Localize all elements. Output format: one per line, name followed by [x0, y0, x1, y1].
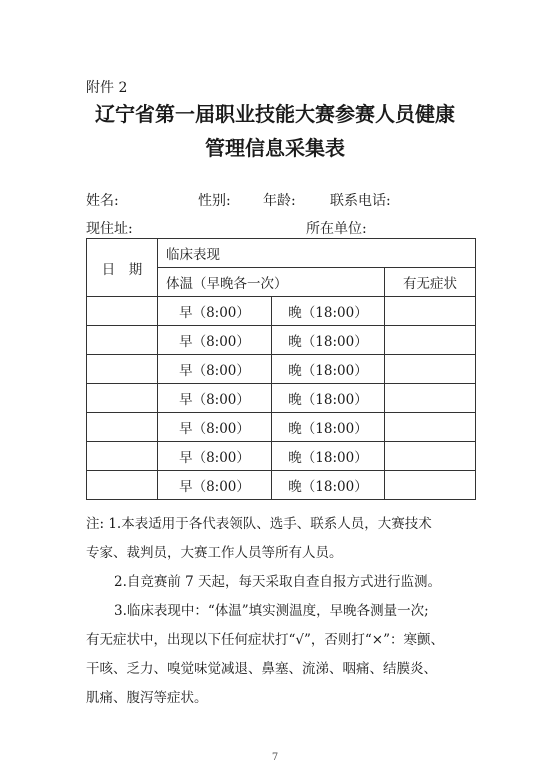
morning-temp-cell[interactable]: 早（8:00）	[158, 326, 272, 355]
table-row	[87, 355, 476, 384]
note-line: 3.临床表现中：“体温”填实测温度，早晚各测量一次;	[114, 603, 429, 619]
evening-temp-cell[interactable]: 晚（18:00）	[272, 442, 385, 471]
evening-temp-cell[interactable]: 晚（18:00）	[272, 355, 385, 384]
note-line: 肌痛、腹泻等症状。	[86, 690, 208, 706]
evening-temp-cell[interactable]: 晚（18:00）	[272, 471, 385, 500]
symptom-cell[interactable]	[385, 384, 476, 413]
table-row	[87, 297, 476, 326]
attachment-label: 附件 2	[86, 80, 128, 96]
symptom-header: 有无症状	[385, 268, 476, 297]
age-field-label: 年龄:	[263, 193, 296, 209]
symptom-cell[interactable]	[385, 297, 476, 326]
morning-temp-cell[interactable]: 早（8:00）	[158, 384, 272, 413]
evening-temp-cell[interactable]: 晚（18:00）	[272, 384, 385, 413]
table-header-row	[87, 239, 476, 268]
note-line: 有无症状中，出现以下任何症状打“√”，否则打“×”：寒颤、	[86, 632, 445, 648]
morning-temp-cell[interactable]: 早（8:00）	[158, 355, 272, 384]
health-record-table	[86, 238, 476, 500]
morning-temp-cell[interactable]: 早（8:00）	[158, 413, 272, 442]
gender-field-label: 性别:	[198, 193, 231, 209]
date-cell[interactable]	[87, 297, 158, 326]
date-header: 日 期	[87, 239, 158, 297]
date-cell[interactable]	[87, 355, 158, 384]
address-field-label: 现住址:	[86, 221, 133, 237]
note-line: 专家、裁判员，大赛工作人员等所有人员。	[86, 545, 343, 561]
symptom-cell[interactable]	[385, 326, 476, 355]
evening-temp-cell[interactable]: 晚（18:00）	[272, 297, 385, 326]
temperature-header: 体温（早晚各一次）	[158, 268, 385, 297]
evening-temp-cell[interactable]: 晚（18:00）	[272, 326, 385, 355]
morning-temp-cell[interactable]: 早（8:00）	[158, 471, 272, 500]
clinical-header: 临床表现	[158, 239, 476, 268]
symptom-cell[interactable]	[385, 355, 476, 384]
name-field-label: 姓名:	[86, 193, 119, 209]
table-row	[87, 384, 476, 413]
symptom-cell[interactable]	[385, 413, 476, 442]
table-row	[87, 326, 476, 355]
note-line: 干咳、乏力、嗅觉味觉减退、鼻塞、流涕、咽痛、结膜炎、	[86, 661, 437, 677]
symptom-cell[interactable]	[385, 471, 476, 500]
form-title-line1: 辽宁省第一届职业技能大赛参赛人员健康	[95, 102, 455, 126]
notes-section	[86, 510, 486, 713]
table-row	[87, 413, 476, 442]
date-cell[interactable]	[87, 442, 158, 471]
date-cell[interactable]	[87, 384, 158, 413]
morning-temp-cell[interactable]: 早（8:00）	[158, 297, 272, 326]
morning-temp-cell[interactable]: 早（8:00）	[158, 442, 272, 471]
table-row	[87, 442, 476, 471]
phone-field-label: 联系电话:	[330, 193, 391, 209]
date-cell[interactable]	[87, 326, 158, 355]
unit-field-label: 所在单位:	[306, 221, 367, 237]
table-row	[87, 471, 476, 500]
date-cell[interactable]	[87, 471, 158, 500]
date-cell[interactable]	[87, 413, 158, 442]
evening-temp-cell[interactable]: 晚（18:00）	[272, 413, 385, 442]
note-line: 2.自竞赛前 7 天起，每天采取自查自报方式进行监测。	[114, 574, 442, 590]
page-number: 7	[271, 752, 279, 763]
note-line: 注: 1.本表适用于各代表领队、选手、联系人员，大赛技术	[86, 516, 432, 532]
symptom-cell[interactable]	[385, 442, 476, 471]
form-title-line2: 管理信息采集表	[205, 136, 345, 160]
